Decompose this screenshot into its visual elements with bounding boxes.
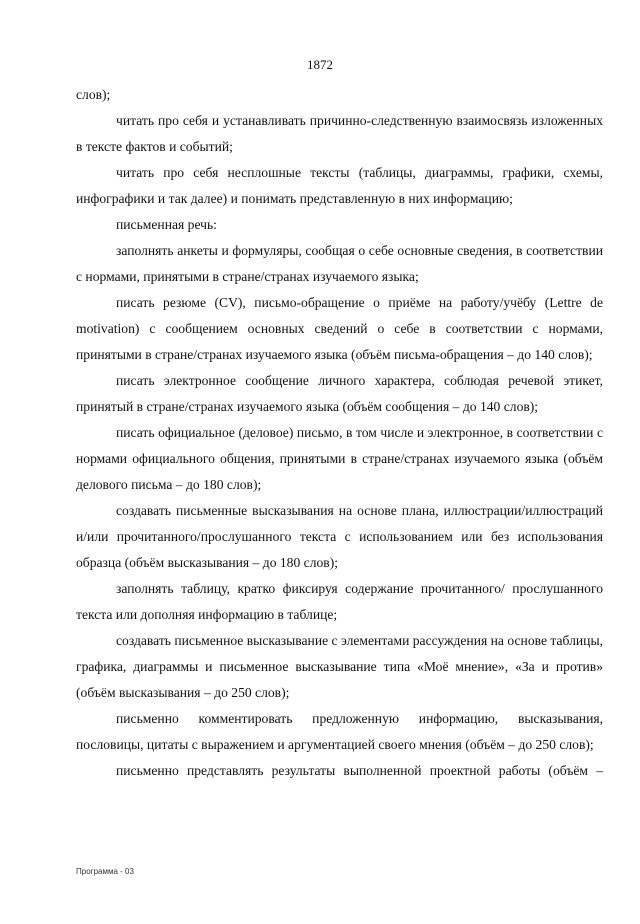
paragraph-4: письменная речь: [116, 217, 217, 232]
paragraph-3: читать про себя несплошные тексты (таблицы, диаграммы, графики, схемы, инфографики и так далее) и понимать представленную в них информацию; [76, 165, 603, 206]
paragraph-2: читать про себя и устанавливать причинно-следственную взаимосвязь изложенных в тексте фактов и событий; [76, 113, 603, 154]
body-text [76, 82, 603, 784]
paragraph-5: заполнять анкеты и формуляры, сообщая о себе основные сведения, в соответствии с нормами, принятыми в стране/странах изучаемого языка; [76, 243, 603, 284]
paragraph-10: заполнять таблицу, кратко фиксируя содержание прочитанного/ прослушанного текста или дополняя информацию в таблице; [76, 581, 603, 622]
paragraph-6: писать резюме (CV), письмо-обращение о приёме на работу/учёбу (Lettre de motivation) с сообщением основных сведений о себе в соответствии с нормами, принятыми в стране/странах изучаемого языка (объём письма-обращения – до 140 слов); [76, 295, 603, 362]
paragraph-8: писать официальное (деловое) письмо, в том числе и электронное, в соответствии с нормами официального общения, принятыми в стране/странах изучаемого языка (объём делового письма – до 180 слов); [76, 425, 603, 492]
paragraph-13: письменно представлять результаты выполненной проектной работы (объём – [116, 763, 603, 778]
paragraph-7: писать электронное сообщение личного характера, соблюдая речевой этикет, принятый в стране/странах изучаемого языка (объём сообщения – до 140 слов); [76, 373, 603, 414]
paragraph-12: письменно комментировать предложенную информацию, высказывания, пословицы, цитаты с выражением и аргументацией своего мнения (объём – до 250 слов); [76, 711, 603, 752]
paragraph-9: создавать письменные высказывания на основе плана, иллюстрации/иллюстраций и/или прочитанного/прослушанного текста с использованием или без использования образца (объём высказывания – до 180 слов); [76, 503, 603, 570]
page-number: 1872 [307, 57, 333, 72]
paragraph-1: слов); [76, 87, 111, 102]
paragraph-11: создавать письменное высказывание с элементами рассуждения на основе таблицы, графика, диаграммы и письменное высказывание типа «Моё мнение», «За и против» (объём высказывания – до 250 слов); [76, 633, 603, 700]
footer-label: Программа - 03 [76, 867, 134, 876]
